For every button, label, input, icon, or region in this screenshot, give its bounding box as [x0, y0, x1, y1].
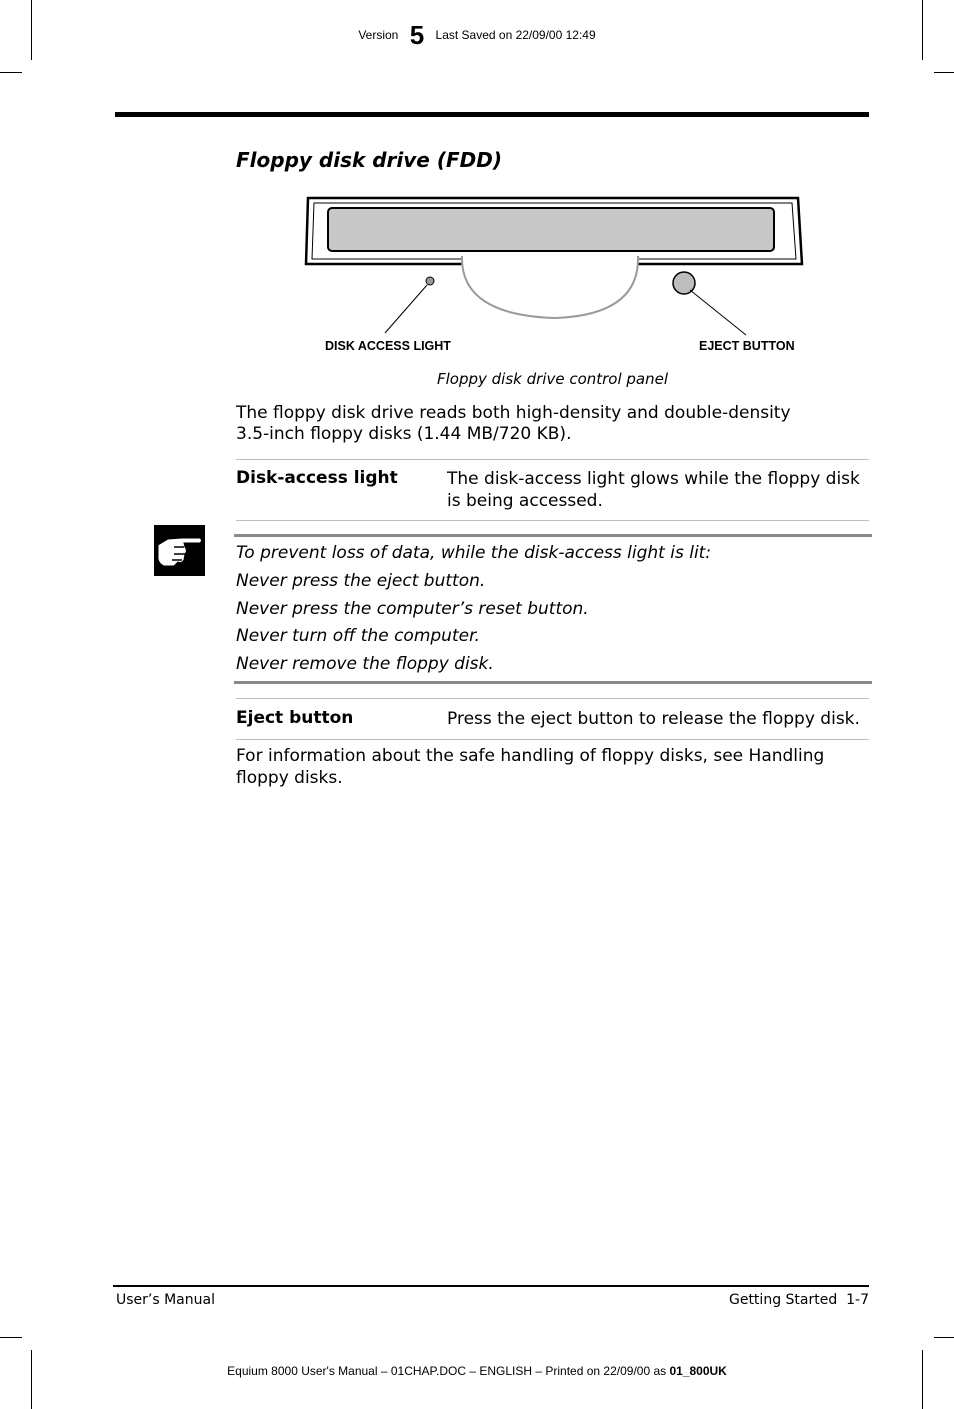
disk-access-light-icon	[426, 277, 434, 285]
print-info-text: Equium 8000 User's Manual – 01CHAP.DOC – ENGLISH – Printed on 22/09/00 as	[227, 1364, 670, 1378]
footer-rule	[113, 1285, 869, 1287]
note-line: To prevent loss of data, while the disk-access light is lit:	[236, 543, 712, 563]
crop-mark	[934, 72, 954, 73]
note-top-rule	[234, 534, 872, 537]
table-rule	[236, 698, 869, 699]
intro-line: The floppy disk drive reads both high-density and double-density	[236, 403, 791, 423]
eject-leader-line	[690, 290, 746, 335]
crop-mark	[0, 72, 22, 73]
closing-paragraph	[236, 745, 869, 789]
last-saved: Last Saved on 22/09/00 12:49	[435, 28, 596, 42]
footer-manual-title: User’s Manual	[116, 1292, 215, 1308]
crop-mark	[934, 1337, 954, 1338]
intro-line: 3.5-inch floppy disks (1.44 MB/720 KB).	[236, 424, 572, 444]
disk-thumb-recess	[462, 256, 638, 318]
note-bottom-rule	[234, 681, 872, 684]
table-rule	[236, 520, 869, 521]
note-line: Never remove the floppy disk.	[236, 654, 494, 674]
crop-mark	[31, 1350, 32, 1409]
table-rule	[236, 739, 869, 740]
crop-mark	[922, 1350, 923, 1409]
intro-paragraph	[236, 403, 869, 445]
definition-eject-button: Press the eject button to release the floppy disk.	[447, 709, 860, 729]
note-line: Never turn off the computer.	[236, 626, 480, 646]
version-number: 5	[409, 20, 425, 50]
eject-button-label: EJECT BUTTON	[699, 339, 795, 353]
disk-slot	[328, 208, 774, 251]
term-disk-access-light: Disk-access light	[236, 468, 398, 488]
version-header	[0, 20, 954, 51]
note-line: Never press the eject button.	[236, 571, 486, 591]
version-label: Version	[358, 28, 399, 42]
disk-access-light-label: DISK ACCESS LIGHT	[325, 339, 451, 353]
definition-line: is being accessed.	[447, 491, 603, 511]
figure-caption: Floppy disk drive control panel	[436, 370, 669, 388]
crop-mark	[0, 1337, 22, 1338]
footer-page-number: Getting Started 1-7	[728, 1292, 869, 1308]
print-info	[0, 1364, 954, 1378]
top-rule	[115, 112, 869, 117]
section-title: Floppy disk drive (FDD)	[236, 148, 502, 172]
light-leader-line	[385, 285, 427, 333]
eject-button-icon	[673, 272, 695, 294]
table-rule	[236, 459, 869, 460]
print-info-code: 01_800UK	[669, 1364, 727, 1378]
definition-line: The disk-access light glows while the floppy disk	[447, 469, 860, 489]
closing-line: floppy disks.	[236, 768, 343, 788]
definition-disk-access-light	[447, 468, 869, 512]
note-line: Never press the computer’s reset button.	[236, 599, 589, 619]
fdd-panel-figure	[300, 190, 810, 360]
closing-line: For information about the safe handling of floppy disks, see Handling	[236, 746, 825, 766]
term-eject-button: Eject button	[236, 708, 354, 728]
pointing-hand-icon	[154, 525, 205, 576]
